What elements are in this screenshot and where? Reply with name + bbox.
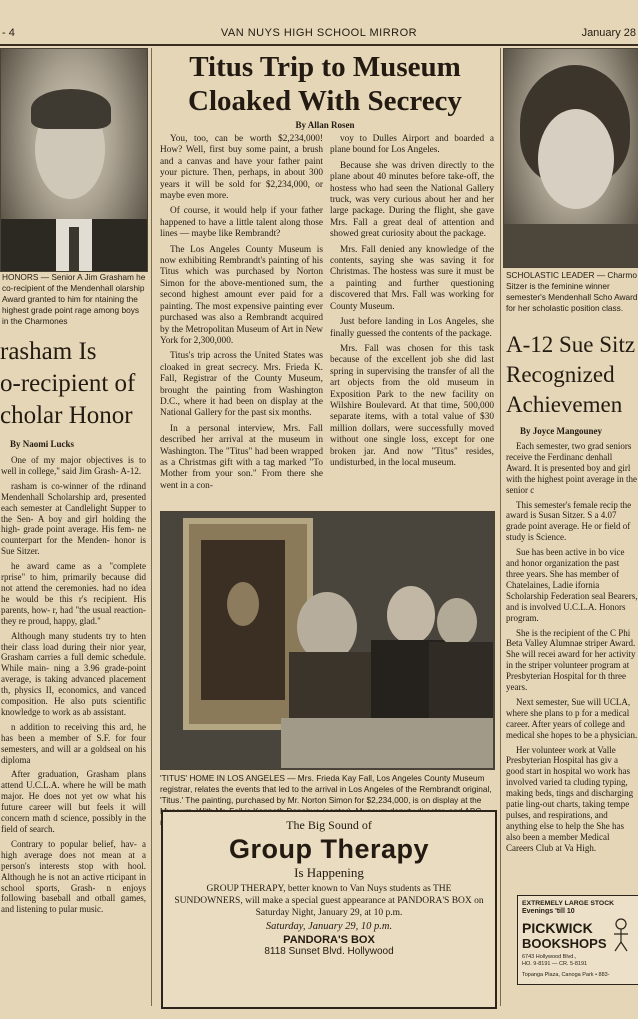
paragraph: Mrs. Fall denied any knowledge of the contents, saying she was saving it for Christmas. The hostess was sure it must be a painting and further questioning discovered that Mrs. Fall was working for County Museum. — [330, 244, 494, 312]
ad-address: HO. 9-8191 — CR. 5-8191 — [522, 961, 588, 967]
paragraph: In a personal interview, Mrs. Fall described her arrival at the museum in Washington. The "Titus" had been wrapped as a Christmas gift with a tag marked "To Mother from your son." From there she went in a con- — [160, 423, 323, 491]
left-article-body — [1, 455, 146, 919]
issue-date: January 28 — [581, 27, 636, 39]
paragraph: Just before landing in Los Angeles, she finally guessed the contents of the package. — [330, 317, 494, 339]
sue-sitzer-photo — [503, 48, 638, 268]
paragraph: You, too, can be worth $2,234,000! How? Well, first buy some paint, a brush and a canvas and have your father paint your picture. Then, perhaps, in about 300 years it will be sold for $2,234,000, or maybe even more. — [160, 134, 323, 202]
headline-line: A-12 Sue Sitz — [506, 332, 636, 357]
column-rule — [500, 48, 501, 1006]
headline-line: Cloaked With Secrecy — [188, 85, 462, 117]
right-photo-caption: SCHOLASTIC LEADER — Charmo Sitzer is the feminine winner semester's Mendenhall Scho Award for her scholastic position class. — [506, 270, 638, 313]
paper-title: VAN NUYS HIGH SCHOOL MIRROR — [220, 27, 418, 39]
paragraph: voy to Dulles Airport and boarded a plane bound for Los Angeles. — [330, 134, 494, 156]
ad-line: Evenings 'till 10 — [522, 908, 575, 915]
paragraph: rasham is co-winner of the rdinand Mendenhall Scholarship ard, presented each semester at Candlelight Supper to the Sen- A boy and girl holding the high- grade point average. His fem- ne counterpart for the Menden- honor is Sue Sitzer. — [1, 480, 146, 557]
column-rule — [151, 48, 152, 1006]
headline-line: Achievemen — [506, 392, 623, 417]
paragraph: Contrary to popular belief, hav- a high average does not mean at a person's interests stop with hool. Although he is not an active rticipant in school sports, Grash- n enjoys following baseball and otball games, and listening to pular music. — [1, 838, 146, 915]
left-photo-caption: HONORS — Senior A Jim Grasham he co-recipient of the Mendenhall olarship Award granted to him for ntaining the highest grade point rage among boys in the Charmones — [2, 272, 146, 326]
ad-body: GROUP THERAPY, better known to Van Nuys students as THE SUNDOWNERS, will make a special guest appearance at PANDORA'S BOX on Saturday Night, January 29, at 10 p.m. — [174, 884, 484, 918]
paragraph: One of my major objectives is to well in college," said Jim Grash- A-12. — [1, 455, 146, 476]
ad-line: The Big Sound of — [286, 818, 372, 832]
jim-graham-photo — [0, 48, 148, 272]
masthead — [0, 24, 638, 46]
ad-line: EXTREMELY LARGE STOCK — [522, 900, 615, 907]
headline-line: Recognized — [506, 362, 615, 387]
paragraph: This semester's female recip the award is Susan Sitzer. S a 4.07 grade point average. He or field of study is Science. — [506, 499, 632, 543]
paragraph: After graduation, Grasham plans attend U.C.L.A. where he will be math major. He does not yet ow what his future career will but feels it will concern math d science, possibly in the field of search. — [1, 769, 146, 834]
paragraph: She is the recipient of the C Phi Beta Valley Alumnae striper Award. She will recei award for her activity in the striper volunteer program at Presbyterian Hospital for th three years. — [506, 627, 636, 693]
left-headline — [0, 336, 150, 432]
headline-line: o-recipient of — [0, 370, 136, 397]
right-article-body — [506, 441, 638, 858]
ad-address: 8118 Sunset Blvd. Hollywood — [264, 946, 394, 957]
paragraph: Of course, it would help if your father happened to have a little talent along those lines — maybe like Rembrandt? — [160, 206, 323, 240]
main-article-col2 — [330, 134, 494, 473]
paragraph: n addition to receiving this ard, he has been a member of S.F. for four semesters, and will ar a goldseal on his diploma — [1, 721, 146, 765]
left-byline: By Naomi Lucks — [10, 439, 75, 449]
ad-name: PICKWICK — [522, 920, 593, 936]
ad-address: 6743 Hollywood Blvd., — [522, 954, 577, 960]
pickwick-bookshops-ad — [517, 895, 638, 985]
ad-name: BOOKSHOPS — [522, 936, 607, 951]
ad-address: Topanga Plaza, Canoga Park • 883- — [522, 972, 610, 978]
headline-line: cholar Honor — [0, 402, 133, 429]
paragraph: Each semester, two grad seniors receive the Ferdinanc denhall Award. It is presented boy and girl with the highest point average in the senior c — [506, 441, 637, 495]
paragraph: Mrs. Fall was chosen for this task because of the excellent job she did last spring in supervising the transfer of all the art objects from the old museum in Exposition Park to the new facility on Wilshire Boulevard. At that time, 500,000 separate items, with a total value of $30 million dollars, were successfully moved without one single loss, except for one broken jar. And now "Titus" resides, undisturbed, in the local museum. — [330, 343, 494, 468]
page-number: - 4 — [2, 27, 15, 39]
paragraph: The Los Angeles County Museum is now exhibiting Rembrandt's painting of his Titus which was purchased by Norton Simon for the above-mentioned sum, the second highest amount ever paid for a painting. The most expensive painting ever purchased was also a Rembrandt acquired by the Metropolitan Museum of Art in New York for 2,300,000. — [160, 244, 323, 346]
paragraph: Sue has been active in bo vice and honor organization the past three years. She has member of Chatelaines, Ladie ifornia Scholarship Federation seal Bearers, and is involved U.C.L.A. Honors program. — [506, 547, 638, 623]
paragraph: Next semester, Sue will UCLA, where she plans to p for a medical career. After years of college and medical she hopes to be a physician. — [506, 696, 638, 740]
ad-line: Is Happening — [294, 865, 364, 880]
main-article-col1 — [160, 134, 323, 496]
dickens-figure-icon — [610, 918, 632, 952]
ad-venue: PANDORA'S BOX — [283, 934, 375, 946]
right-byline: By Joyce Mangouney — [520, 426, 602, 436]
group-therapy-ad — [161, 810, 497, 1009]
paragraph: Because she was driven directly to the plane about 40 minutes before take-off, the hostess who had seen the National Gallery truck, was very curious about her and her large package. During the flight, she gave Mrs. Fall a great deal of attention and showed great curiosity about the package. — [330, 160, 494, 240]
ad-date: Saturday, January 29, 10 p.m. — [265, 921, 393, 932]
headline-line: rasham Is — [0, 338, 97, 365]
museum-photo — [160, 511, 495, 770]
paragraph: he award came as a "complete rprise" to him, primarily because did not attend the ceremonies. had no idea he would be this r's recipient. His parents, how- r, had "the usual reaction-they re proud, happy, glad." — [1, 561, 146, 626]
main-byline: By Allan Rosen — [295, 120, 355, 130]
paragraph: Titus's trip across the United States was cloaked in great secrecy. Mrs. Frieda K. Fall, Registrar of the County Museum, brought the painting from Washington D.C., where it had been on display at the National Gallery for the past six months. — [160, 351, 323, 419]
ad-title: Group Therapy — [228, 834, 430, 864]
museum-photo-caption: 'TITUS' HOME IN LOS ANGELES — Mrs. Frieda Kay Fall, Los Angeles County Museum registrar, relates the events that led to the arrival in Los Angeles of the Rembrandt original, 'Titus.' The painting, purchased by Mr. Norton Simon for $2,234,000, is on display at the — [160, 773, 492, 805]
paragraph: Although many students try to hten their class load during their nior year, Grasham carries a full demic schedule. While main- ning a 3.96 grade-point average, is taking advanced placement th, physics II, economics, and vanced composition. He also puts scientific knowledge to work as ab assistant. — [1, 630, 146, 717]
headline-line: Titus Trip to Museum — [189, 51, 461, 83]
right-headline — [506, 330, 638, 420]
paragraph: Her volunteer work at Valle Presbyterian Hospital has giv a good start in hospital wo work has involved varied ta cluding typing, making beds, tings and discharging patie ling-out charts, taking tempe pulses, and respirations, and anything else to help the She has also been a member Medical Careers Club at Va High. — [506, 744, 634, 853]
main-headline — [152, 50, 498, 118]
